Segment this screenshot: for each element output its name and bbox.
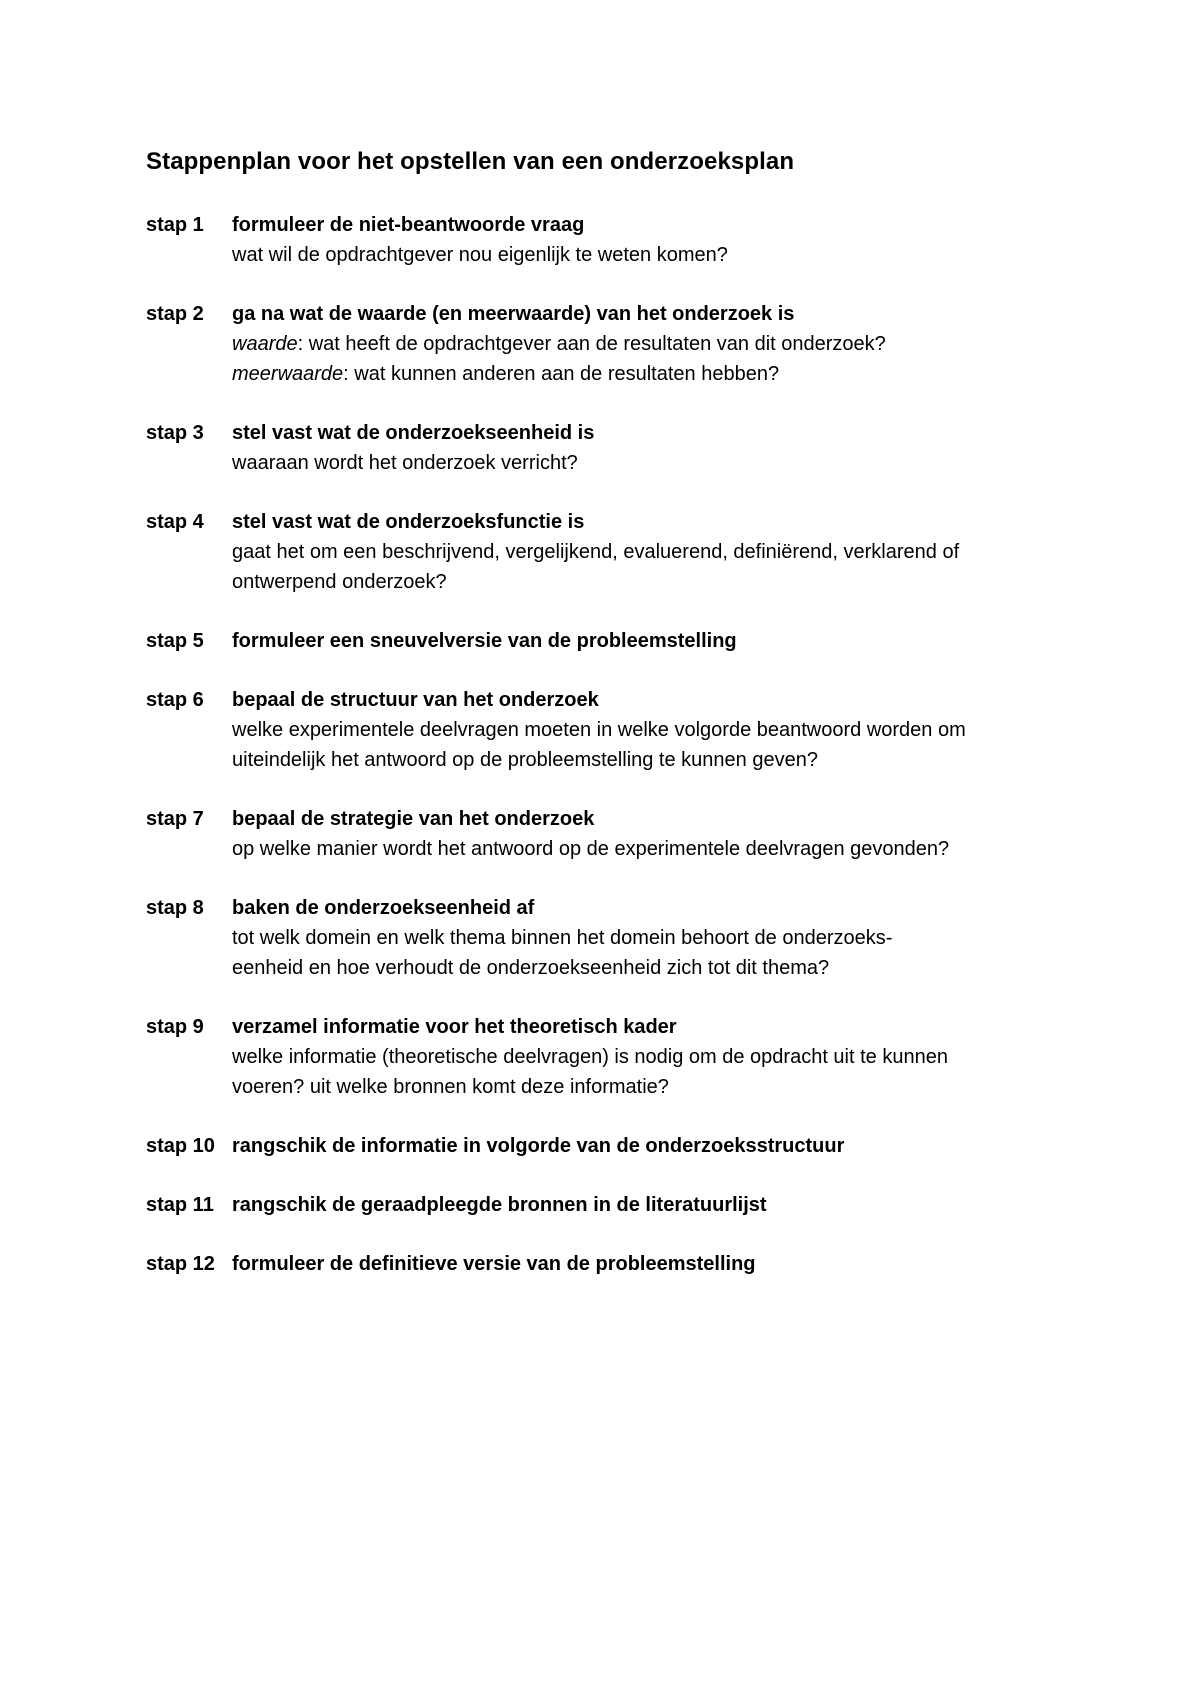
step-heading: rangschik de informatie in volgorde van de onderzoeksstructuur bbox=[232, 1135, 845, 1157]
step-label: stap 7 bbox=[146, 808, 204, 830]
step-4 bbox=[146, 507, 1086, 597]
step-heading: ga na wat de waarde (en meerwaarde) van het onderzoek is bbox=[232, 303, 795, 325]
step-text: gaat het om een beschrijvend, vergelijkend, evaluerend, definiërend, verklarend of bbox=[232, 541, 960, 563]
step-5 bbox=[146, 626, 1086, 656]
step-heading: bepaal de strategie van het onderzoek bbox=[232, 808, 595, 830]
step-label: stap 2 bbox=[146, 303, 204, 325]
step-text: tot welk domein en welk thema binnen het domein behoort de onderzoeks- bbox=[232, 927, 893, 949]
step-2 bbox=[146, 299, 1086, 389]
step-text: voeren? uit welke bronnen komt deze informatie? bbox=[232, 1076, 669, 1098]
step-label: stap 6 bbox=[146, 689, 204, 711]
step-list bbox=[146, 210, 1086, 1308]
step-text: eenheid en hoe verhoudt de onderzoekseenheid zich tot dit thema? bbox=[232, 957, 830, 979]
step-text: waaraan wordt het onderzoek verricht? bbox=[232, 452, 578, 474]
step-1 bbox=[146, 210, 1086, 270]
step-label: stap 4 bbox=[146, 511, 204, 533]
step-8 bbox=[146, 893, 1086, 983]
step-6 bbox=[146, 685, 1086, 775]
step-heading: baken de onderzoekseenheid af bbox=[232, 897, 535, 919]
step-heading: rangschik de geraadpleegde bronnen in de literatuurlijst bbox=[232, 1194, 767, 1216]
step-7 bbox=[146, 804, 1086, 864]
term-waarde-definition: : wat heeft de opdrachtgever aan de resultaten van dit onderzoek? bbox=[297, 333, 886, 355]
step-label: stap 12 bbox=[146, 1253, 215, 1275]
term-meerwaarde-definition: : wat kunnen anderen aan de resultaten hebben? bbox=[343, 363, 780, 385]
step-heading: stel vast wat de onderzoekseenheid is bbox=[232, 422, 595, 444]
step-heading: stel vast wat de onderzoeksfunctie is bbox=[232, 511, 585, 533]
step-11 bbox=[146, 1190, 1086, 1220]
step-text: wat wil de opdrachtgever nou eigenlijk te weten komen? bbox=[232, 244, 728, 266]
step-label: stap 8 bbox=[146, 897, 204, 919]
step-label: stap 9 bbox=[146, 1016, 204, 1038]
step-label: stap 5 bbox=[146, 630, 204, 652]
step-label: stap 10 bbox=[146, 1135, 215, 1157]
step-heading: bepaal de structuur van het onderzoek bbox=[232, 689, 599, 711]
term-waarde: waarde bbox=[232, 333, 298, 355]
step-text: welke experimentele deelvragen moeten in welke volgorde beantwoord worden om bbox=[232, 719, 966, 741]
step-text: ontwerpend onderzoek? bbox=[232, 571, 447, 593]
step-text bbox=[232, 359, 1086, 389]
step-heading: formuleer de niet-beantwoorde vraag bbox=[232, 214, 585, 236]
step-9 bbox=[146, 1012, 1086, 1102]
step-label: stap 11 bbox=[146, 1194, 214, 1216]
step-3 bbox=[146, 418, 1086, 478]
step-10 bbox=[146, 1131, 1086, 1161]
step-label: stap 3 bbox=[146, 422, 204, 444]
term-meerwaarde: meerwaarde bbox=[232, 363, 344, 385]
step-text bbox=[232, 329, 1086, 359]
step-text: welke informatie (theoretische deelvragen) is nodig om de opdracht uit te kunnen bbox=[232, 1046, 948, 1068]
step-heading: verzamel informatie voor het theoretisch kader bbox=[232, 1016, 677, 1038]
step-12 bbox=[146, 1249, 1086, 1279]
step-heading: formuleer de definitieve versie van de probleemstelling bbox=[232, 1253, 756, 1275]
step-text: uiteindelijk het antwoord op de probleemstelling te kunnen geven? bbox=[232, 749, 818, 771]
step-text: op welke manier wordt het antwoord op de experimentele deelvragen gevonden? bbox=[232, 838, 950, 860]
step-label: stap 1 bbox=[146, 214, 204, 236]
step-heading: formuleer een sneuvelversie van de probleemstelling bbox=[232, 630, 737, 652]
document-title: Stappenplan voor het opstellen van een onderzoeksplan bbox=[146, 148, 795, 175]
